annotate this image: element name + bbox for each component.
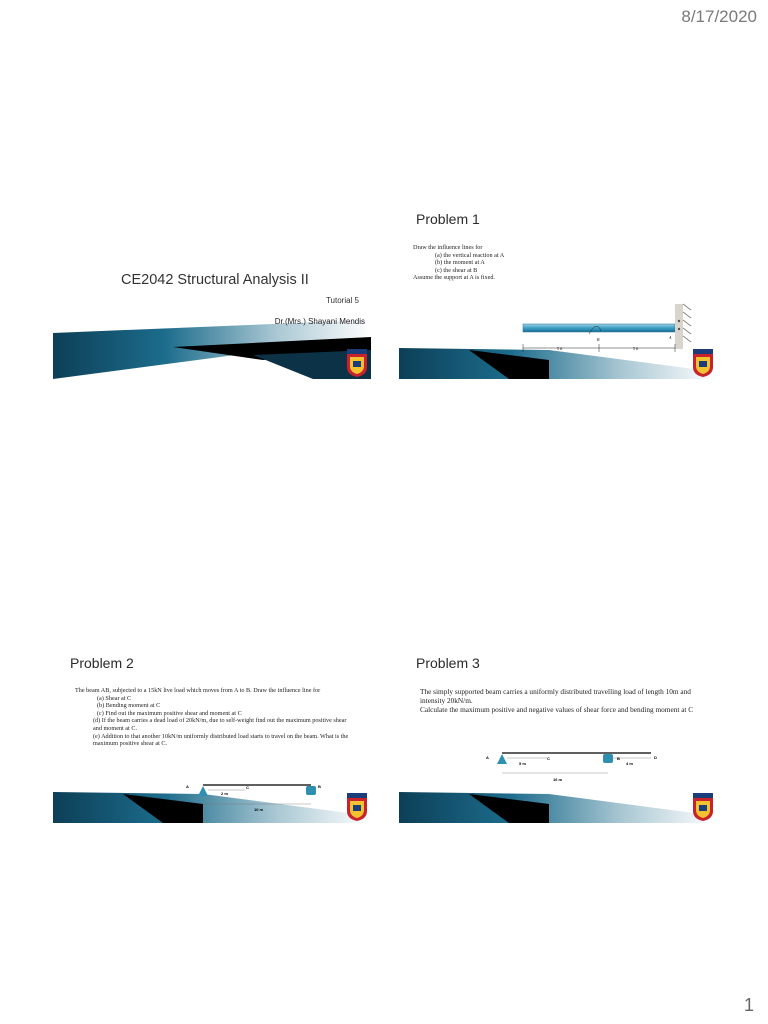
dim-ac: 2 m xyxy=(221,791,228,796)
dim-total: 10 m xyxy=(254,807,264,812)
slide-problem-1 xyxy=(399,200,717,379)
presentation-author: Dr.(Mrs.) Shayani Mendis xyxy=(274,317,365,326)
label-b: B xyxy=(617,756,620,761)
slide-heading: Problem 2 xyxy=(70,655,134,671)
dim-bd: 4 m xyxy=(626,761,633,766)
problem-text: Draw the influence lines for (a) the vertical reaction at A (b) the moment at A (c) the shear at B Assume the support at A is fixed. xyxy=(413,244,505,282)
label-a: A xyxy=(186,784,189,789)
label-c: C xyxy=(246,785,249,790)
problem-text: The simply supported beam carries a uniformly distributed travelling load of length 10m and intensity 20kN/m. Calculate the maximum positive and negative values of shear force and bending moment at C xyxy=(420,687,694,714)
presentation-title: CE2042 Structural Analysis II xyxy=(121,272,309,288)
dim-1: 5 ft xyxy=(557,346,563,351)
slide-heading: Problem 1 xyxy=(416,211,480,227)
slide-decoration xyxy=(53,200,371,379)
label-c: C xyxy=(547,756,550,761)
label-b: B xyxy=(318,784,321,789)
label-b: B xyxy=(597,337,600,342)
slide-heading: Problem 3 xyxy=(416,655,480,671)
cantilever-beam-figure xyxy=(399,200,717,379)
print-date: 8/17/2020 xyxy=(681,7,757,26)
university-logo xyxy=(347,793,367,821)
label-a: A xyxy=(669,335,672,340)
page-number: 1 xyxy=(743,995,754,1015)
slide-title xyxy=(53,200,371,379)
university-logo xyxy=(693,349,713,377)
dim-ab: 16 m xyxy=(553,777,563,782)
slide-problem-3 xyxy=(399,644,717,823)
simply-supported-beam-figure xyxy=(53,644,371,823)
label-d: D xyxy=(654,755,657,760)
slide-problem-2 xyxy=(53,644,371,823)
dim-ac: 5 m xyxy=(519,761,526,766)
presentation-subtitle: Tutorial 5 xyxy=(325,296,359,305)
dim-2: 5 ft xyxy=(633,346,639,351)
university-logo xyxy=(347,349,367,377)
label-a: A xyxy=(486,755,489,760)
problem-text: The beam AB, subjected to a 15kN live load which moves from A to B. Draw the influence line for (a) Shear at C (b) Bending moment at C (c) Find out the maximum positive shear and moment at C (d) If the beam carries a dead load of 20kN/m, due to self-weight find out the maximum positive shear and moment at C. (e) Addition to that another 10kN/m uniformly distributed load starts to travel on the beam. What is the maximum positive shear at C. xyxy=(75,687,349,748)
university-logo xyxy=(693,793,713,821)
overhanging-beam-figure xyxy=(399,644,717,823)
